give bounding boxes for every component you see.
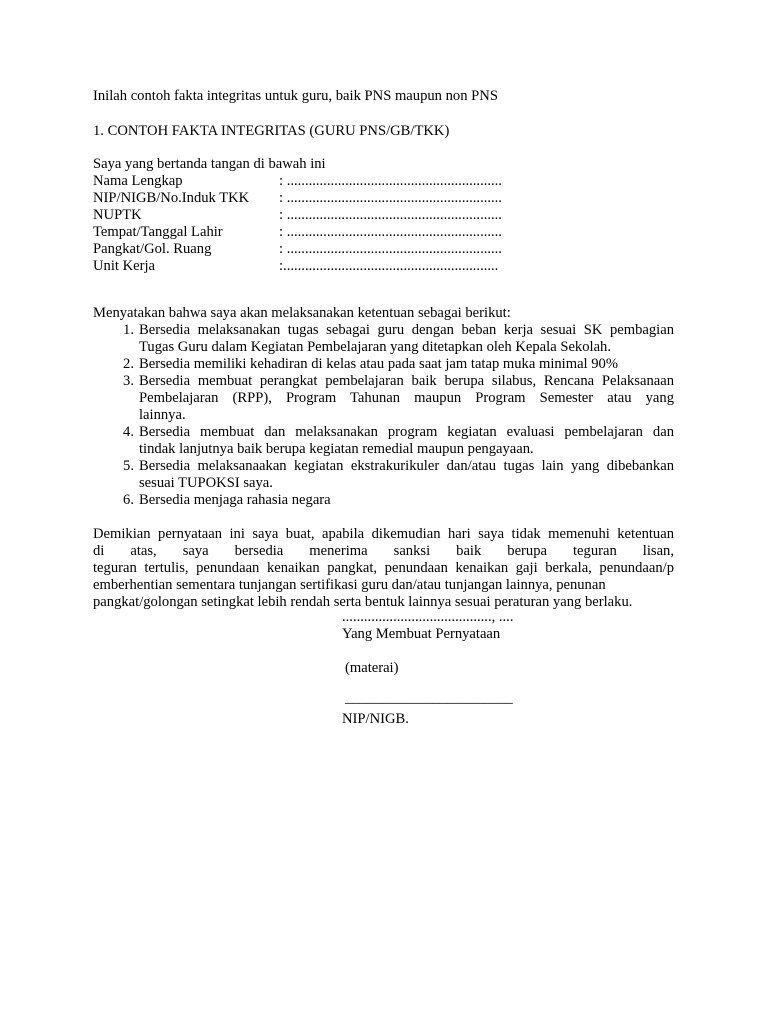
nip-label: NIP/NIGB. bbox=[342, 711, 409, 727]
signature-line: _______________________ bbox=[345, 690, 513, 706]
field-value-nip: : ........................................................... bbox=[279, 190, 502, 206]
list-item-number: 1. bbox=[123, 322, 134, 338]
list-item-line: Bersedia membuat dan melaksanakan program kegiatan evaluasi pembelajaran dan bbox=[139, 424, 674, 440]
statement-text: Menyatakan bahwa saya akan melaksanakan ketentuan sebagai berikut: bbox=[93, 305, 511, 321]
field-value-pangkat: : ........................................................... bbox=[279, 241, 502, 257]
field-value-unit: :........................................................... bbox=[279, 258, 499, 274]
list-item-line: Bersedia membuat perangkat pembelajaran baik berupa silabus, Rencana Pelaksanaan bbox=[139, 373, 674, 389]
field-label-pangkat: Pangkat/Gol. Ruang bbox=[93, 241, 212, 257]
list-item-line: sesuai TUPOKSI saya. bbox=[139, 475, 273, 491]
closing-line: emberhentian sementara tunjangan sertifikasi guru dan/atau tunjangan lainnya, penunan bbox=[93, 577, 606, 593]
document-heading: 1. CONTOH FAKTA INTEGRITAS (GURU PNS/GB/TKK) bbox=[93, 123, 450, 139]
list-item-line: lainnya. bbox=[139, 407, 186, 423]
field-label-unit: Unit Kerja bbox=[93, 258, 156, 274]
place-date-line: ........................................., .... bbox=[342, 609, 514, 625]
field-label-ttl: Tempat/Tanggal Lahir bbox=[93, 224, 223, 240]
list-item-line: Bersedia memiliki kehadiran di kelas atau pada saat jam tatap muka minimal 90% bbox=[139, 356, 619, 372]
closing-line: teguran tertulis, penundaan kenaikan pangkat, penundaan kenaikan gaji berkala, penundaan/p bbox=[93, 560, 674, 576]
list-item-line: Bersedia melaksanakan tugas sebagai guru dengan beban kerja sesuai SK pembagian bbox=[139, 322, 674, 338]
field-label-nuptk: NUPTK bbox=[93, 207, 142, 223]
field-label-nama: Nama Lengkap bbox=[93, 173, 183, 189]
list-item-line: tindak lanjutnya baik berupa kegiatan remedial maupun pengayaan. bbox=[139, 441, 534, 457]
closing-line: pangkat/golongan setingkat lebih rendah serta bentuk lainnya sesuai peraturan yang berlaku. bbox=[93, 594, 633, 610]
materai-label: (materai) bbox=[345, 660, 399, 676]
list-item-line: Tugas Guru dalam Kegiatan Pembelajaran yang ditetapkan oleh Kepala Sekolah. bbox=[139, 339, 611, 355]
list-item-line: Pembelajaran (RPP), Program Tahunan maupun Program Semester atau yang bbox=[139, 390, 674, 406]
preamble-text: Saya yang bertanda tangan di bawah ini bbox=[93, 156, 326, 172]
list-item-number: 4. bbox=[123, 424, 134, 440]
field-value-nama: : ........................................................... bbox=[279, 173, 502, 189]
closing-line: di atas, saya bersedia menerima sanksi baik berupa teguran lisan, bbox=[93, 543, 674, 559]
field-value-nuptk: : ........................................................... bbox=[279, 207, 502, 223]
list-item-line: Bersedia menjaga rahasia negara bbox=[139, 492, 331, 508]
field-label-nip: NIP/NIGB/No.Induk TKK bbox=[93, 190, 250, 206]
field-value-ttl: : ........................................................... bbox=[279, 224, 502, 240]
closing-line: Demikian pernyataan ini saya buat, apabila dikemudian hari saya tidak memenuhi ketentuan bbox=[93, 526, 674, 542]
list-item-number: 2. bbox=[123, 356, 134, 372]
list-item-number: 6. bbox=[123, 492, 134, 508]
list-item-number: 3. bbox=[123, 373, 134, 389]
signer-title: Yang Membuat Pernyataan bbox=[342, 626, 501, 642]
list-item-number: 5. bbox=[123, 458, 134, 474]
list-item-line: Bersedia melaksanaakan kegiatan ekstrakurikuler dan/atau tugas lain yang dibebankan bbox=[139, 458, 674, 474]
intro-text: Inilah contoh fakta integritas untuk guru, baik PNS maupun non PNS bbox=[93, 88, 498, 104]
